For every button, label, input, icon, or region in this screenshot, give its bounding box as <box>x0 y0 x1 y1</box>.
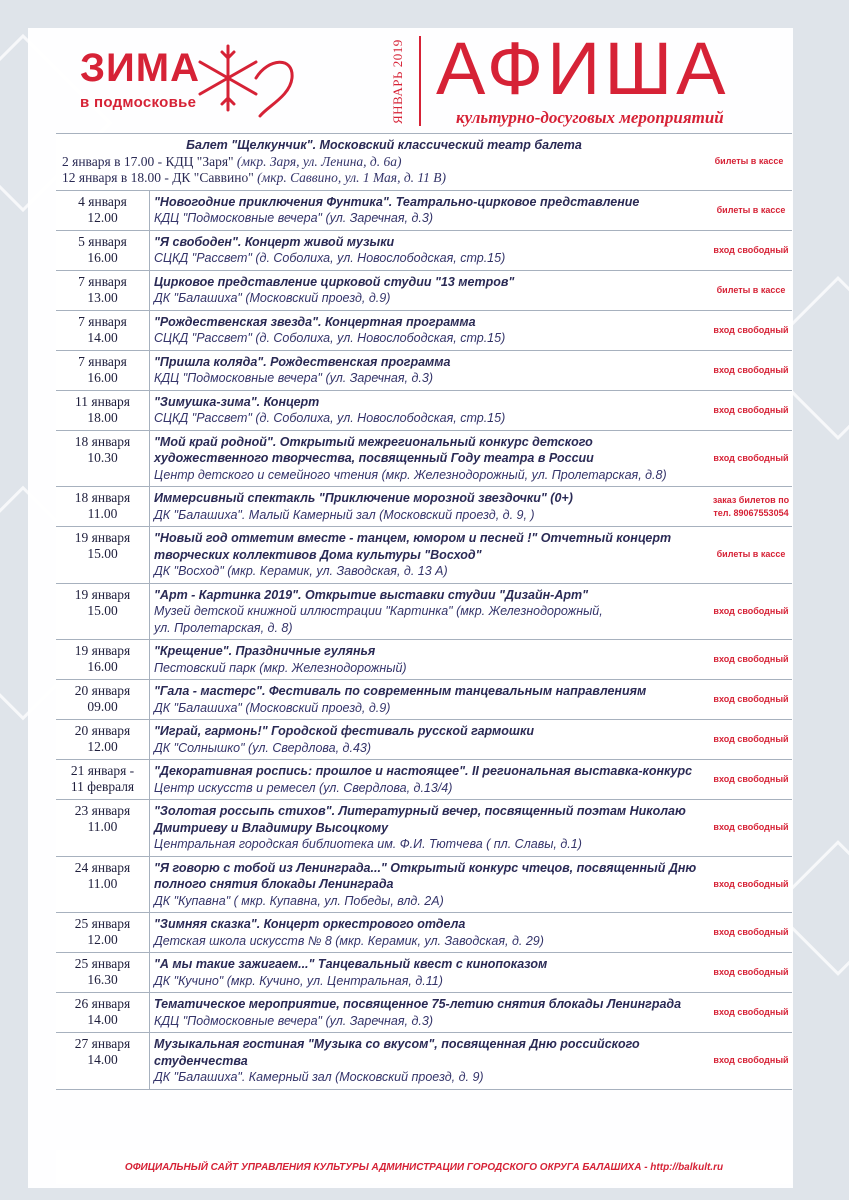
table-row <box>56 800 792 857</box>
ticket-status: билеты в кассе <box>716 284 786 295</box>
event-description <box>150 993 710 1032</box>
event-date-cell <box>56 231 150 270</box>
table-row <box>56 720 792 760</box>
event-date: 20 января <box>74 723 131 738</box>
event-venue: - ДК "Саввино" <box>160 170 254 185</box>
event-title: "Гала - мастерс". Фестиваль по современным танцевальным направлениям <box>154 684 647 698</box>
ticket-status: вход свободный <box>713 1007 789 1017</box>
ticket-status: вход свободный <box>713 967 789 977</box>
ticket-status: вход свободный <box>713 822 789 833</box>
event-time: 10.30 <box>87 449 118 465</box>
ticket-status: вход свободный <box>713 878 789 889</box>
page-subtitle: культурно-досуговых мероприятий <box>456 108 724 127</box>
event-date: 27 января <box>74 1036 131 1051</box>
event-title: Цирковое представление цирковой студии "13 метров" <box>154 274 515 289</box>
event-title: "Зимняя сказка". Концерт оркестрового отдела <box>154 917 466 931</box>
event-venue: КДЦ "Подмосковные вечера" (ул. Заречная, д.3) <box>154 211 433 225</box>
table-row <box>56 191 792 231</box>
event-date: 18 января <box>74 490 131 505</box>
event-title: Тематическое мероприятие, посвященное 75-летию снятия блокады Ленинграда <box>154 997 682 1011</box>
event-venue: Центр искусств и ремесел (ул. Свердлова, д.13/4) <box>154 780 453 795</box>
event-title: "Я свободен". Концерт живой музыки <box>154 234 395 249</box>
header-divider <box>419 36 421 126</box>
event-time: 18.00 <box>87 409 118 425</box>
event-date-cell <box>56 640 150 679</box>
event-title: Иммерсивный спектакль "Приключение морозной звездочки" (0+) <box>154 491 573 505</box>
event-date: 20 января <box>74 683 131 698</box>
event-date-cell <box>56 857 150 913</box>
ticket-status: вход свободный <box>713 605 789 616</box>
table-row <box>56 857 792 914</box>
event-venue: Детская школа искусств № 8 (мкр. Керамик, ул. Заводская, д. 29) <box>154 933 544 948</box>
event-title: "Пришла коляда". Рождественская программа <box>154 354 451 369</box>
event-title: "Декоративная роспись: прошлое и настоящее". II региональная выставка-конкурс <box>154 764 693 778</box>
event-date-cell <box>56 760 150 799</box>
event-time: 13.00 <box>87 289 118 305</box>
logo-word: ЗИМА <box>80 46 201 90</box>
event-date-cell <box>56 487 150 526</box>
event-venue: СЦКД "Рассвет" (д. Соболиха, ул. Новослободская, стр.15) <box>154 251 506 265</box>
event-date: 23 января <box>74 803 131 818</box>
event-description <box>150 311 710 350</box>
event-title: "Арт - Картинка 2019". Открытие выставки студии "Дизайн-Арт" <box>154 587 589 602</box>
ticket-status: вход свободный <box>713 404 789 415</box>
event-venue: СЦКД "Рассвет" (д. Соболиха, ул. Новослободская, стр.15) <box>154 331 506 345</box>
event-date: 19 января <box>74 530 131 545</box>
ticket-status: вход свободный <box>713 452 789 463</box>
event-venue: ДК "Балашиха". Камерный зал (Московский проезд, д. 9) <box>154 1070 484 1084</box>
event-date: 7 января <box>78 273 127 289</box>
event-venue: КДЦ "Подмосковные вечера" (ул. Заречная, д.3) <box>154 371 433 385</box>
event-time: 12.00 <box>87 932 118 947</box>
event-rows <box>56 191 792 1090</box>
event-venue: ДК "Кучино" (мкр. Кучино, ул. Центральная, д.11) <box>154 973 443 988</box>
event-date-cell <box>56 431 150 487</box>
ticket-status: вход свободный <box>713 927 789 937</box>
event-date-cell <box>56 720 150 759</box>
event-description <box>150 857 710 913</box>
ticket-status: вход свободный <box>713 694 789 704</box>
event-description <box>56 134 706 190</box>
ticket-status: билеты в кассе <box>714 156 784 167</box>
event-date: 26 января <box>74 996 131 1011</box>
event-title: "Мой край родной". Открытый межрегиональный конкурс детского художественного творчества, посвященный Году театра в России <box>154 434 594 465</box>
event-date: 24 января <box>74 859 131 875</box>
event-title: "Новогодние приключения Фунтика". Театрально-цирковое представление <box>154 194 640 209</box>
event-venue: Музей детской книжной иллюстрации "Картинка" (мкр. Железнодорожный, <box>154 604 603 618</box>
event-date-cell <box>56 391 150 430</box>
event-time: 12.00 <box>87 739 118 754</box>
event-venue: ДК "Балашиха" (Московский проезд, д.9) <box>154 291 391 305</box>
event-description <box>150 351 710 390</box>
event-date: 12 января в 18.00 <box>62 170 161 185</box>
event-description <box>150 391 710 430</box>
table-row <box>56 527 792 584</box>
event-date: 7 января <box>78 313 127 329</box>
table-row <box>56 431 792 488</box>
month-label: ЯНВАРЬ 2019 <box>390 39 405 124</box>
event-time: 14.00 <box>87 1052 118 1067</box>
event-time: 15.00 <box>87 546 118 561</box>
table-row <box>56 993 792 1033</box>
event-time: 11 февраля <box>70 779 135 794</box>
event-description <box>150 640 710 679</box>
event-title: "Зимушка-зима". Концерт <box>154 394 320 409</box>
event-title: "Крещение". Праздничные гулянья <box>154 644 376 658</box>
table-row <box>56 760 792 800</box>
event-description <box>150 487 710 526</box>
event-date: 11 января <box>75 393 130 409</box>
event-date-cell <box>56 271 150 310</box>
event-date: 21 января - <box>70 763 135 778</box>
event-venue: Центр детского и семейного чтения (мкр. Железнодорожный, ул. Пролетарская, д.8) <box>154 467 667 482</box>
event-date-cell <box>56 800 150 856</box>
event-venue: КДЦ "Подмосковные вечера" (ул. Заречная, д.3) <box>154 1013 433 1028</box>
event-date: 25 января <box>74 956 131 971</box>
event-date: 25 января <box>74 916 131 931</box>
event-date-cell <box>56 1033 150 1089</box>
event-venue: ДК "Купавна" ( мкр. Купавна, ул. Победы, влд. 2А) <box>154 893 444 908</box>
ticket-status: вход свободный <box>713 244 789 255</box>
snowflake-heart-icon <box>198 38 298 118</box>
event-date-cell <box>56 913 150 952</box>
event-description <box>150 720 710 759</box>
event-description <box>150 680 710 719</box>
table-row <box>56 351 792 391</box>
event-title: "Я говорю с тобой из Ленинграда..." Открытый конкурс чтецов, посвященный Дню полного снятия блокады Ленинграда <box>154 860 697 891</box>
event-venue: ДК "Балашиха" (Московский проезд, д.9) <box>154 700 391 715</box>
logo-subtitle: в подмосковье <box>80 94 197 111</box>
poster-header <box>28 28 793 136</box>
table-row <box>56 231 792 271</box>
event-title: "Золотая россыпь стихов". Литературный вечер, посвященный поэтам Николаю Дмитриеву и Владимиру Высоцкому <box>154 804 686 835</box>
event-title: "Играй, гармонь!" Городской фестиваль русской гармошки <box>154 724 534 738</box>
event-date: 2 января в 17.00 <box>62 153 155 169</box>
event-description <box>150 1033 710 1089</box>
event-venue: Центральная городская библиотека им. Ф.И. Тютчева ( пл. Славы, д.1) <box>154 837 582 851</box>
events-table <box>56 133 792 1090</box>
event-date-cell <box>56 680 150 719</box>
event-time: 14.00 <box>87 1012 118 1027</box>
event-venue: ул. Пролетарская, д. 8) <box>154 620 293 635</box>
table-row <box>56 391 792 431</box>
event-title: Балет "Щелкунчик". Московский классический театр балета <box>186 138 582 152</box>
event-venue: Пестовский парк (мкр. Железнодорожный) <box>154 660 407 675</box>
event-description <box>150 760 710 799</box>
event-date-cell <box>56 351 150 390</box>
table-row <box>56 913 792 953</box>
table-row <box>56 640 792 680</box>
event-description <box>150 953 710 992</box>
ticket-status: вход свободный <box>713 654 789 664</box>
event-address: (мкр. Заря, ул. Ленина, д. 6а) <box>233 153 402 169</box>
event-address: (мкр. Саввино, ул. 1 Мая, д. 11 В) <box>253 170 447 185</box>
event-venue: - КДЦ "Заря" <box>154 153 234 169</box>
event-title: "Новый год отметим вместе - танцем, юмором и песней !" Отчетный концерт творческих коллективов Дома культуры "Восход" <box>154 531 672 562</box>
event-time: 11.00 <box>87 819 118 834</box>
footer-site-link[interactable]: ОФИЦИАЛЬНЫЙ САЙТ УПРАВЛЕНИЯ КУЛЬТУРЫ АДМИНИСТРАЦИИ ГОРОДСКОГО ОКРУГА БАЛАШИХА - http://balkult.ru <box>56 1150 792 1184</box>
event-title: Музыкальная гостиная "Музыка со вкусом", посвященная Дню российского студенчества <box>154 1037 640 1068</box>
table-row <box>56 487 792 527</box>
ticket-status: вход свободный <box>713 774 789 784</box>
event-time: 16.00 <box>87 659 118 674</box>
event-title: "А мы такие зажигаем..." Танцевальный квест с кинопоказом <box>154 957 548 971</box>
event-time: 11.00 <box>87 506 118 521</box>
table-row <box>56 311 792 351</box>
event-date: 7 января <box>78 353 127 369</box>
event-date: 5 января <box>78 233 127 249</box>
event-title: "Рождественская звезда". Концертная программа <box>154 314 476 329</box>
page-title: АФИША <box>436 27 730 110</box>
event-time: 16.00 <box>87 249 118 265</box>
event-date: 18 января <box>74 433 131 449</box>
event-date: 19 января <box>74 643 131 658</box>
event-date-cell <box>56 993 150 1032</box>
event-venue: ДК "Солнышко" (ул. Свердлова, д.43) <box>154 740 372 755</box>
ticket-status: вход свободный <box>713 1055 789 1066</box>
ticket-status: вход свободный <box>713 734 789 744</box>
event-time: 11.00 <box>87 875 118 891</box>
event-time: 16.30 <box>87 972 118 987</box>
event-date-cell <box>56 527 150 583</box>
event-venue: ДК "Балашиха". Малый Камерный зал (Московский проезд, д. 9, ) <box>154 507 535 522</box>
event-time: 14.00 <box>87 329 118 345</box>
event-description <box>150 191 710 230</box>
event-venue: ДК "Восход" (мкр. Керамик, ул. Заводская, д. 13 А) <box>154 564 448 578</box>
event-time: 09.00 <box>87 699 118 714</box>
event-venue: СЦКД "Рассвет" (д. Соболиха, ул. Новослободская, стр.15) <box>154 411 506 425</box>
event-date-cell <box>56 584 150 640</box>
event-date-cell <box>56 311 150 350</box>
table-row <box>56 134 792 191</box>
event-time: 15.00 <box>87 602 118 618</box>
event-time: 16.00 <box>87 369 118 385</box>
ticket-status: билеты в кассе <box>716 549 786 560</box>
table-row <box>56 271 792 311</box>
event-description <box>150 231 710 270</box>
table-row <box>56 584 792 641</box>
event-description <box>150 271 710 310</box>
event-date: 19 января <box>74 586 131 602</box>
table-row <box>56 1033 792 1090</box>
ticket-status: заказ билетов по тел. 89067553054 <box>712 494 790 518</box>
event-date: 4 января <box>78 193 127 209</box>
ticket-status: вход свободный <box>713 364 789 375</box>
event-description <box>150 527 710 583</box>
table-row <box>56 953 792 993</box>
event-description <box>150 913 710 952</box>
event-date-cell <box>56 953 150 992</box>
ticket-status: билеты в кассе <box>716 204 786 215</box>
event-description <box>150 800 710 856</box>
event-time: 12.00 <box>87 209 118 225</box>
event-description <box>150 584 710 640</box>
event-description <box>150 431 710 487</box>
ticket-status: вход свободный <box>713 324 789 335</box>
table-row <box>56 680 792 720</box>
event-date-cell <box>56 191 150 230</box>
